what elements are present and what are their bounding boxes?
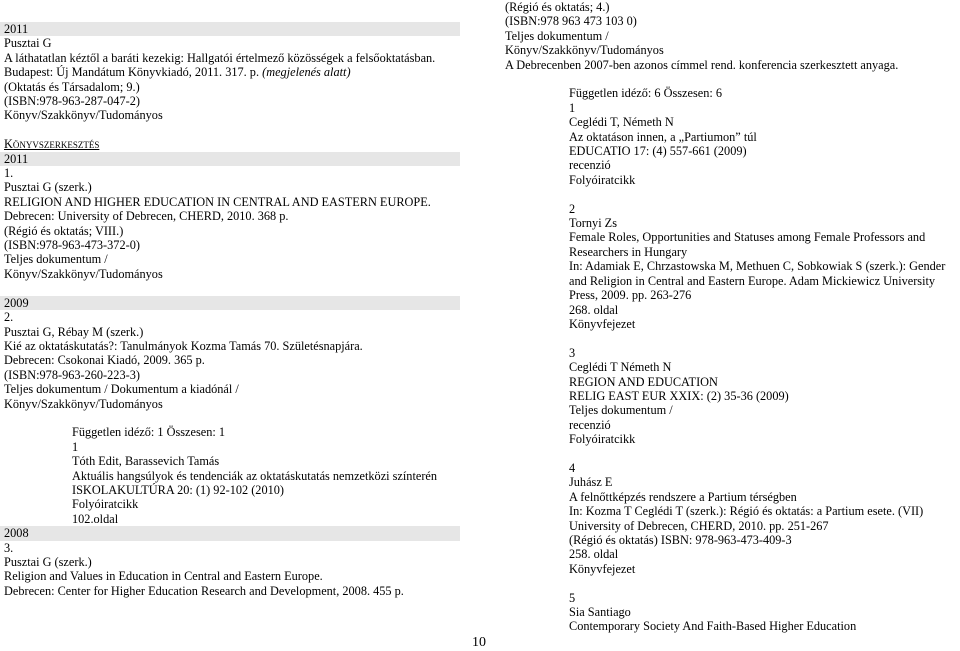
page-number: 10 xyxy=(472,635,486,650)
citation-line: In: Adamiak E, Chrzastowska M, Methuen C, Sobkowiak S (szerk.): Gender xyxy=(569,259,946,274)
citation-type: Folyóiratcikk xyxy=(72,497,139,512)
citation-line: recenzió xyxy=(569,417,611,432)
citation-line: Ceglédi T Németh N xyxy=(569,360,672,375)
citation-line: Könyvfejezet xyxy=(569,561,636,576)
item-number: 3. xyxy=(4,540,14,555)
editor: Pusztai G (szerk.) xyxy=(4,180,92,195)
publisher: Debrecen: Csokonai Kiadó, 2009. 365 p. xyxy=(4,353,205,368)
citation-line: Ceglédi T, Németh N xyxy=(569,115,674,130)
book-title: Religion and Values in Education in Central and Eastern Europe. xyxy=(4,569,323,584)
year-band: 2011 xyxy=(0,22,460,36)
citation-line: In: Kozma T Ceglédi T (szerk.): Régió és oktatás: a Partium esete. (VII) xyxy=(569,504,924,519)
citation-line: recenzió xyxy=(569,158,611,173)
note: A Debrecenben 2007-ben azonos címmel rend. konferencia szerkesztett anyaga. xyxy=(505,57,899,72)
citation-line: Contemporary Society And Faith-Based Higher Education xyxy=(569,619,857,634)
citation-line: 258. oldal xyxy=(569,547,619,562)
citation-source: ISKOLAKULTÚRA 20: (1) 92-102 (2010) xyxy=(72,482,284,497)
citation-line: Researchers in Hungary xyxy=(569,244,688,259)
citation-number: 1 xyxy=(569,100,576,115)
right-column xyxy=(501,0,960,634)
author: Pusztai G xyxy=(4,36,52,51)
series: (Oktatás és Társadalom; 9.) xyxy=(4,79,140,94)
citation-line: Folyóiratcikk xyxy=(569,432,636,447)
editor: Pusztai G (szerk.) xyxy=(4,554,92,569)
citation-line: (Régió és oktatás) ISBN: 978-963-473-409-3 xyxy=(569,532,792,547)
full-doc-link[interactable]: Teljes dokumentum / xyxy=(4,252,108,267)
publisher: Debrecen: University of Debrecen, CHERD, 2010. 368 p. xyxy=(4,209,289,224)
book-title: A láthatatlan kéztől a baráti kezekig: Hallgatói értelmező közösségek a felsőoktatásban. xyxy=(4,50,436,65)
citation-line: Female Roles, Opportunities and Statuses among Female Professors and xyxy=(569,230,926,245)
series: (Régió és oktatás; 4.) xyxy=(505,0,610,14)
citation-header: Független idéző: 1 Összesen: 1 xyxy=(72,425,225,440)
citation-line: Az oktatáson innen, a „Partiumon” túl xyxy=(569,129,757,144)
citation-line: Juhász E xyxy=(569,475,613,490)
citation-line: Könyvfejezet xyxy=(569,316,636,331)
left-column xyxy=(0,22,460,598)
publisher: Debrecen: Center for Higher Education Research and Development, 2008. 455 p. xyxy=(4,583,404,598)
citation-line: Tornyi Zs xyxy=(569,216,617,231)
citation-page: 102.oldal xyxy=(72,511,119,526)
citation-line: University of Debrecen, CHERD, 2010. pp. 251-267 xyxy=(569,518,829,533)
citation-number: 3 xyxy=(569,345,576,360)
citation-title: Aktuális hangsúlyok és tendenciák az oktatáskutatás nemzetközi színterén xyxy=(72,468,438,483)
section-title: Könyvszerkesztés xyxy=(4,137,100,152)
citation-authors: Tóth Edit, Barassevich Tamás xyxy=(72,454,220,469)
citation-list xyxy=(501,101,960,634)
series: (Régió és oktatás; VIII.) xyxy=(4,223,124,238)
doc-type: Könyv/Szakkönyv/Tudományos xyxy=(505,43,664,58)
isbn: (ISBN:978-963-260-223-3) xyxy=(4,367,140,382)
year-band: 2009 xyxy=(0,296,460,310)
doc-type: Könyv/Szakkönyv/Tudományos xyxy=(4,108,163,123)
isbn: (ISBN:978-963-287-047-2) xyxy=(4,94,140,109)
citation-line: Sia Santiago xyxy=(569,604,631,619)
citation-header: Független idéző: 6 Összesen: 6 xyxy=(569,86,722,101)
citation-line: RELIG EAST EUR XXIX: (2) 35-36 (2009) xyxy=(569,388,789,403)
year-band: 2008 xyxy=(0,526,460,540)
citation-line: 268. oldal xyxy=(569,302,619,317)
isbn: (ISBN:978 963 473 103 0) xyxy=(505,14,637,29)
year-band: 2011 xyxy=(0,152,460,166)
citation-line: and Religion in Central and Eastern Europe. Adam Mickiewicz University xyxy=(569,273,936,288)
citation-number: 1 xyxy=(72,439,79,454)
citation-number: 4 xyxy=(569,460,576,475)
status-note: (megjelenés alatt) xyxy=(262,65,351,80)
isbn: (ISBN:978-963-473-372-0) xyxy=(4,238,140,253)
book-title: RELIGION AND HIGHER EDUCATION IN CENTRAL AND EASTERN EUROPE. xyxy=(4,194,431,209)
editor: Pusztai G, Rébay M (szerk.) xyxy=(4,324,144,339)
citation-line[interactable]: Teljes dokumentum / xyxy=(569,403,673,418)
item-number: 2. xyxy=(4,310,14,325)
full-doc-link[interactable]: Teljes dokumentum / xyxy=(505,28,609,43)
citation-line: A felnőttképzés rendszere a Partium térségben xyxy=(569,489,797,504)
doc-type: Könyv/Szakkönyv/Tudományos xyxy=(4,266,163,281)
publisher: Budapest: Új Mandátum Könyvkiadó, 2011. 317. p. (megjelenés alatt) xyxy=(4,65,351,80)
citation-line: Folyóiratcikk xyxy=(569,172,636,187)
citation-number: 2 xyxy=(569,201,576,216)
book-title: Kié az oktatáskutatás?: Tanulmányok Kozma Tamás 70. Születésnapjára. xyxy=(4,338,363,353)
doc-type: Könyv/Szakkönyv/Tudományos xyxy=(4,396,163,411)
full-doc-link[interactable]: Teljes dokumentum / Dokumentum a kiadónál / xyxy=(4,382,239,397)
citation-line: REGION AND EDUCATION xyxy=(569,374,718,389)
citation-number: 5 xyxy=(569,590,576,605)
citation-line: EDUCATIO 17: (4) 557-661 (2009) xyxy=(569,144,747,159)
item-number: 1. xyxy=(4,166,14,181)
citation-line: Press, 2009. pp. 263-276 xyxy=(569,288,692,303)
